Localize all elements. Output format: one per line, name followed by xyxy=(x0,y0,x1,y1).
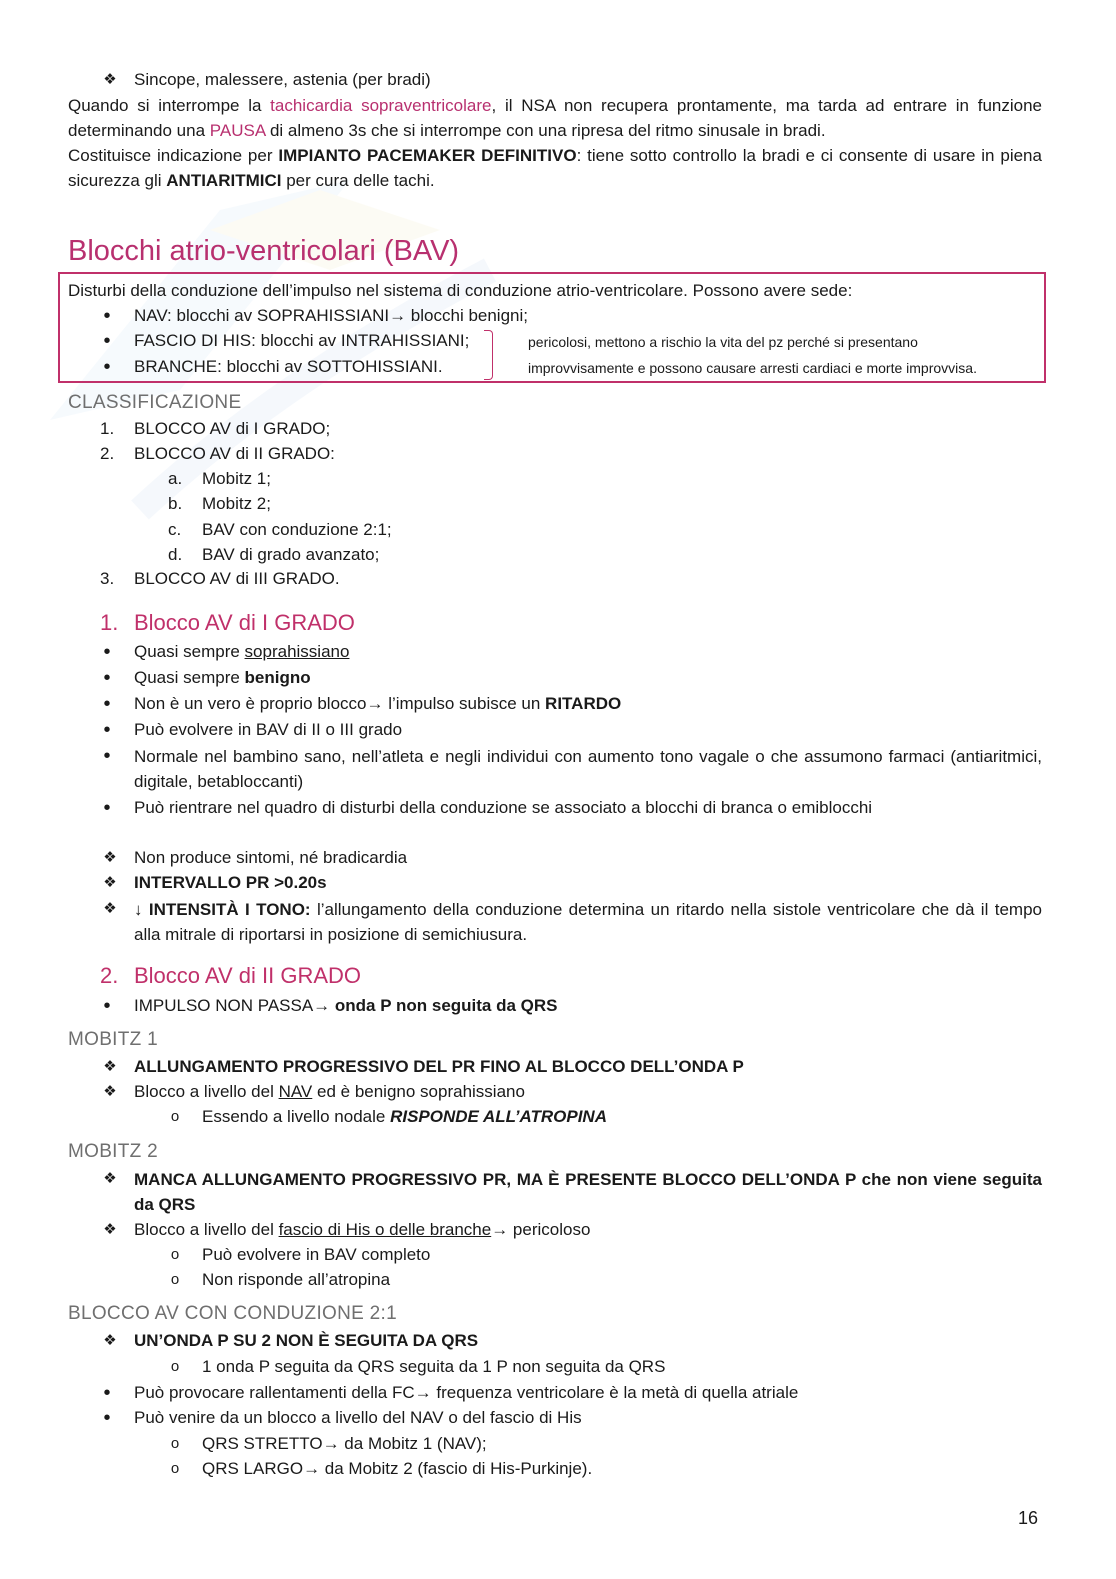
block21-subpoint-1: 1 onda P seguita da QRS seguita da 1 P non seguita da QRS xyxy=(202,1357,666,1376)
block21-subpoint-2: QRS STRETTO→ da Mobitz 1 (NAV); xyxy=(202,1434,487,1453)
mobitz2-point-2: Blocco a livello del fascio di His o delle branche→ pericoloso xyxy=(134,1220,591,1239)
syncope-bullet-text: Sincope, malessere, astenia (per bradi) xyxy=(134,70,431,89)
bullet-icon: • xyxy=(103,1382,111,1404)
circle-bullet-icon: o xyxy=(170,1435,180,1452)
page-number: 16 xyxy=(1018,1508,1039,1528)
circle-bullet-icon: o xyxy=(170,1358,180,1375)
mobitz1-atropine: Essendo a livello nodale RISPONDE ALL’ATROPINA xyxy=(202,1107,607,1126)
bullet-icon: • xyxy=(103,330,111,352)
block21-heading: BLOCCO AV CON CONDUZIONE 2:1 xyxy=(68,1303,397,1324)
bullet-icon: • xyxy=(103,719,111,741)
list-letter: a. xyxy=(168,469,183,488)
bav-site-branche: BRANCHE: blocchi av SOTTOHISSIANI. xyxy=(134,357,443,376)
classification-item-1: BLOCCO AV di I GRADO; xyxy=(134,419,331,438)
pause-paragraph: Quando si interrompe la tachicardia sopraventricolare, il NSA non recupera prontamente, ma tarda ad entrare in funzione determinando una PAUSA di almeno 3s che si interrompe con una ripresa del ritmo sinusale in bradi. xyxy=(68,96,1043,140)
classification-item-3: BLOCCO AV di III GRADO. xyxy=(134,569,340,588)
classification-sub-a: Mobitz 1; xyxy=(202,469,271,488)
diamond-bullet-icon: ❖ xyxy=(103,1170,117,1187)
bav-site-his: FASCIO DI HIS: blocchi av INTRAHISSIANI; xyxy=(134,331,470,350)
first-degree-bullet-4: Può evolvere in BAV di II o III grado xyxy=(134,720,403,739)
block21-subpoint-3: QRS LARGO→ da Mobitz 2 (fascio di His-Purkinje). xyxy=(202,1459,593,1478)
bullet-icon: • xyxy=(103,797,111,819)
diamond-bullet-icon: ❖ xyxy=(103,900,117,917)
classification-sub-d: BAV di grado avanzato; xyxy=(202,545,380,564)
diamond-bullet-icon: ❖ xyxy=(103,849,117,866)
bullet-icon: • xyxy=(103,995,111,1017)
first-degree-pr-interval: INTERVALLO PR >0.20s xyxy=(134,873,327,892)
bullet-icon: • xyxy=(103,1407,111,1429)
bracket-icon xyxy=(484,330,493,380)
first-degree-bullet-1: Quasi sempre soprahissiano xyxy=(134,642,350,661)
diamond-bullet-icon: ❖ xyxy=(103,1332,117,1349)
mobitz1-point-2: Blocco a livello del NAV ed è benigno soprahissiano xyxy=(134,1082,525,1101)
circle-bullet-icon: o xyxy=(170,1246,180,1263)
circle-bullet-icon: o xyxy=(170,1460,180,1477)
list-number: 1. xyxy=(100,419,115,438)
diamond-bullet-icon: ❖ xyxy=(103,1058,117,1075)
mobitz2-heading: MOBITZ 2 xyxy=(68,1141,159,1162)
bullet-icon: • xyxy=(103,641,111,663)
list-number: 2. xyxy=(100,444,115,463)
bav-section-title: Blocchi atrio-ventricolari (BAV) xyxy=(68,235,460,267)
danger-note-line2: improvvisamente e possono causare arresti cardiaci e morte improvvisa. xyxy=(528,360,977,376)
second-degree-number: 2. xyxy=(100,963,119,988)
block21-bullet-1: Può provocare rallentamenti della FC→ frequenza ventricolare è la metà di quella atriale xyxy=(134,1383,799,1402)
bullet-icon: • xyxy=(103,693,111,715)
diamond-bullet-icon: ❖ xyxy=(103,874,117,891)
first-degree-bullet-6: Può rientrare nel quadro di disturbi della conduzione se associato a blocchi di branca o emiblocchi xyxy=(134,798,873,817)
bullet-icon: • xyxy=(103,745,111,767)
list-letter: c. xyxy=(168,520,182,539)
pacemaker-paragraph: Costituisce indicazione per IMPIANTO PACEMAKER DEFINITIVO: tiene sotto controllo la bradi e ci consente di usare in piena sicurezza gli ANTIARITMICI per cura delle tachi. xyxy=(68,146,1042,190)
block21-bullet-2: Può venire da un blocco a livello del NAV o del fascio di His xyxy=(134,1408,582,1427)
bullet-icon: • xyxy=(103,667,111,689)
classification-heading: CLASSIFICAZIONE xyxy=(68,392,242,413)
bav-site-nav: NAV: blocchi av SOPRAHISSIANI→ blocchi benigni; xyxy=(134,306,528,325)
first-degree-tone-intensity: ↓ INTENSITÀ I TONO: l’allungamento della conduzione determina un ritardo nella sistole ventricolare che dà il tempo alla mitrale di riportarsi in posizione di semichiusura. xyxy=(134,900,1042,944)
diamond-bullet-icon: ❖ xyxy=(103,71,117,88)
diamond-bullet-icon: ❖ xyxy=(103,1221,117,1238)
second-degree-title: Blocco AV di II GRADO xyxy=(134,963,362,988)
list-letter: b. xyxy=(168,494,183,513)
block21-point-1: UN’ONDA P SU 2 NON È SEGUITA DA QRS xyxy=(134,1331,479,1350)
mobitz1-point-1: ALLUNGAMENTO PROGRESSIVO DEL PR FINO AL BLOCCO DELL’ONDA P xyxy=(134,1057,744,1076)
first-degree-title: Blocco AV di I GRADO xyxy=(134,610,355,635)
first-degree-bullet-3: Non è un vero è proprio blocco→ l’impulso subisce un RITARDO xyxy=(134,694,622,713)
second-degree-bullet-1: IMPULSO NON PASSA→ onda P non seguita da QRS xyxy=(134,996,558,1015)
bullet-icon: • xyxy=(103,356,111,378)
classification-sub-c: BAV con conduzione 2:1; xyxy=(202,520,392,539)
first-degree-bullet-5: Normale nel bambino sano, nell’atleta e negli individui con aumento tono vagale o che assumono farmaci (antiaritmici, digitale, betabloccanti) xyxy=(134,747,1042,791)
danger-note-line1: pericolosi, mettono a rischio la vita del pz perché si presentano xyxy=(528,334,918,350)
mobitz2-subpoint-1: Può evolvere in BAV completo xyxy=(202,1245,431,1264)
classification-sub-b: Mobitz 2; xyxy=(202,494,271,513)
mobitz2-subpoint-2: Non risponde all’atropina xyxy=(202,1270,391,1289)
bullet-icon: • xyxy=(103,305,111,327)
classification-item-2: BLOCCO AV di II GRADO: xyxy=(134,444,335,463)
first-degree-bullet-2: Quasi sempre benigno xyxy=(134,668,311,687)
list-letter: d. xyxy=(168,545,183,564)
circle-bullet-icon: o xyxy=(170,1271,180,1288)
mobitz2-point-1: MANCA ALLUNGAMENTO PROGRESSIVO PR, MA È PRESENTE BLOCCO DELL’ONDA P che non viene seguita da QRS xyxy=(134,1170,1042,1214)
diamond-bullet-icon: ❖ xyxy=(103,1083,117,1100)
circle-bullet-icon: o xyxy=(170,1108,180,1125)
mobitz1-heading: MOBITZ 1 xyxy=(68,1029,159,1050)
list-number: 3. xyxy=(100,569,115,588)
first-degree-number: 1. xyxy=(100,610,119,635)
first-degree-no-symptoms: Non produce sintomi, né bradicardia xyxy=(134,848,408,867)
bav-definition-text: Disturbi della conduzione dell’impulso nel sistema di conduzione atrio-ventricolare. Possono avere sede: xyxy=(68,281,853,300)
